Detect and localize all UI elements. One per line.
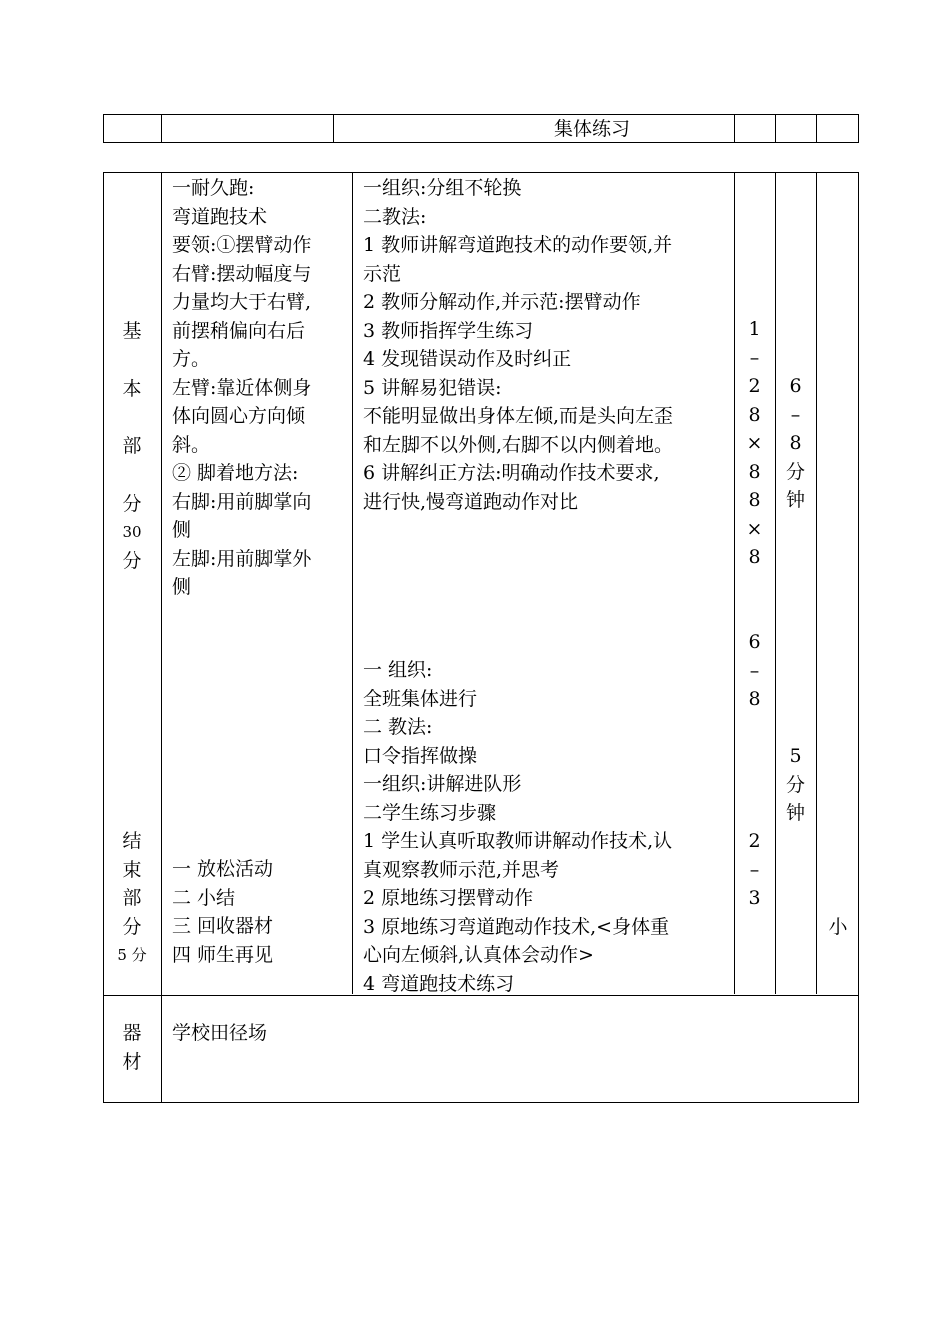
time-b: 5 分 钟 (785, 745, 805, 824)
end-content: 一 放松活动 二 小结 三 回收器材 四 师生再见 (172, 858, 274, 966)
equipment-value: 学校田径场 (172, 1022, 268, 1044)
top-row-label: 集体练习 (554, 118, 631, 140)
count-c: 2 – 3 (748, 830, 761, 909)
equipment-label: 器 材 (122, 1022, 142, 1073)
time-a: 6 – 8 分 钟 (785, 375, 805, 511)
basic-method: 一组织:分组不轮换 二教法: 1 教师讲解弯道跑技术的动作要领,并 示范 2 教师分解动作,并示范:摆臂动作 3 教师指挥学生练习 4 发现错误动作及时纠正 5 讲解易犯错误: 不能明显做出身体左倾,而是头向左歪 和左脚不以外侧,右脚不以内侧着地。 6 讲解纠正方法:明确动作技术要求, 进行快,慢弯道跑动作对比 (363, 177, 674, 513)
top-table-row (103, 114, 859, 143)
practice-method: 一 组织: 全班集体进行 二 教法: 口令指挥做操 一组织:讲解进队形 二学生练习步骤 1 学生认真听取教师讲解动作技术,认 真观察教师示范,并思考 2 原地练习摆臂动作 3 原地练习弯道跑动作技术,<身体重 心向左倾斜,认真体会动作> 4 弯道跑技术练习 (363, 659, 673, 995)
intensity-value: 小 (828, 916, 848, 938)
lesson-table (103, 172, 859, 1103)
basic-section-label: 基 本 部 分 30 分 (122, 320, 142, 572)
divider (352, 173, 353, 994)
end-section-label: 结 束 部 分 5 分 (117, 830, 147, 964)
count-a: 1 – 2 8 × 8 8 × 8 (746, 318, 763, 568)
basic-content: 一耐久跑: 弯道跑技术 要领:①摆臂动作 右臂:摆动幅度与 力量均大于右臂, 前摆稍偏向右后 方。 左臂:靠近体侧身 体向圆心方向倾 斜。 ② 脚着地方法: 右脚:用前脚掌向 侧 左脚:用前脚掌外 侧 (172, 177, 312, 598)
count-b: 6 – 8 (748, 631, 761, 710)
